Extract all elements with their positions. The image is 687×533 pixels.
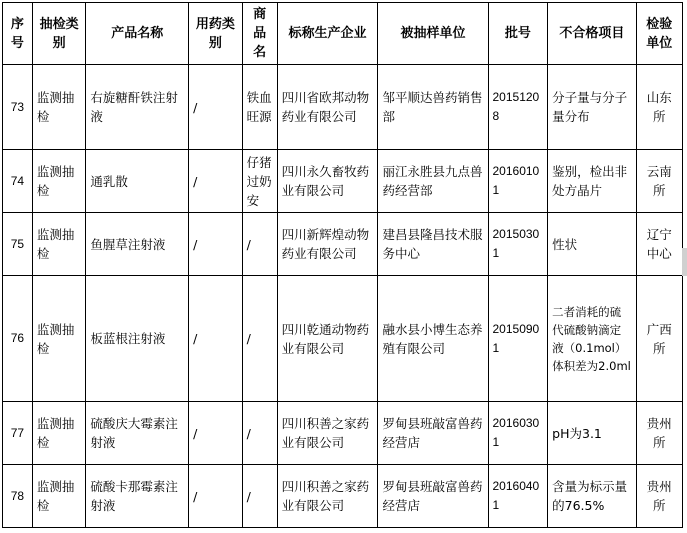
header-maker: 标称生产企业 [277, 3, 378, 65]
cell-trade: 仔猪过奶安 [242, 150, 277, 213]
cell-trade: / [242, 276, 277, 402]
cell-lab: 辽宁中心 [636, 213, 682, 276]
cell-seq: 78 [3, 465, 33, 528]
header-trade: 商品名 [242, 3, 277, 65]
cell-sampled: 融水县小博生态养殖有限公司 [378, 276, 488, 402]
cell-maker: 四川新辉煌动物药业有限公司 [277, 213, 378, 276]
scrollbar-thumb[interactable] [682, 248, 687, 276]
cell-sampled: 丽江永胜县九点兽药经营部 [378, 150, 488, 213]
cell-usage: / [189, 150, 242, 213]
cell-sampled: 邹平顺达兽药销售部 [378, 65, 488, 150]
cell-type: 监测抽检 [32, 402, 85, 465]
header-lab: 检验单位 [636, 3, 682, 65]
cell-batch: 20160401 [488, 465, 548, 528]
cell-sampled: 罗甸县班敲富兽药经营店 [378, 465, 488, 528]
cell-product: 右旋糖酐铁注射液 [86, 65, 189, 150]
cell-lab: 贵州所 [636, 402, 682, 465]
table-row [3, 150, 683, 213]
cell-trade: / [242, 213, 277, 276]
cell-seq: 73 [3, 65, 33, 150]
cell-maker: 四川乾通动物药业有限公司 [277, 276, 378, 402]
cell-type: 监测抽检 [32, 213, 85, 276]
header-type: 抽检类别 [32, 3, 85, 65]
cell-seq: 75 [3, 213, 33, 276]
cell-trade: / [242, 465, 277, 528]
table-row [3, 465, 683, 528]
table-row [3, 402, 683, 465]
cell-batch: 20150301 [488, 213, 548, 276]
inspection-table [2, 2, 683, 528]
cell-trade: 铁血旺源 [242, 65, 277, 150]
cell-product: 板蓝根注射液 [86, 276, 189, 402]
header-product: 产品名称 [86, 3, 189, 65]
cell-type: 监测抽检 [32, 150, 85, 213]
header-defect: 不合格项目 [548, 3, 636, 65]
cell-maker: 四川积善之家药业有限公司 [277, 465, 378, 528]
cell-seq: 76 [3, 276, 33, 402]
cell-type: 监测抽检 [32, 65, 85, 150]
header-usage: 用药类别 [189, 3, 242, 65]
cell-seq: 74 [3, 150, 33, 213]
cell-product: 硫酸卡那霉素注射液 [86, 465, 189, 528]
cell-maker: 四川积善之家药业有限公司 [277, 402, 378, 465]
cell-usage: / [189, 65, 242, 150]
cell-lab: 山东所 [636, 65, 682, 150]
header-sampled: 被抽样单位 [378, 3, 488, 65]
cell-trade: / [242, 402, 277, 465]
cell-type: 监测抽检 [32, 465, 85, 528]
cell-batch: 20150901 [488, 276, 548, 402]
table-row [3, 213, 683, 276]
cell-maker: 四川省欧邦动物药业有限公司 [277, 65, 378, 150]
header-batch: 批号 [488, 3, 548, 65]
cell-seq: 77 [3, 402, 33, 465]
cell-defect: 二者消耗的硫代硫酸钠滴定液（0.1mol）体积差为2.0ml [548, 276, 636, 402]
cell-type: 监测抽检 [32, 276, 85, 402]
cell-usage: / [189, 213, 242, 276]
cell-lab: 云南所 [636, 150, 682, 213]
cell-sampled: 罗甸县班敲富兽药经营店 [378, 402, 488, 465]
cell-product: 鱼腥草注射液 [86, 213, 189, 276]
cell-lab: 贵州所 [636, 465, 682, 528]
cell-defect: 含量为标示量的76.5% [548, 465, 636, 528]
cell-batch: 20160301 [488, 402, 548, 465]
cell-usage: / [189, 402, 242, 465]
cell-sampled: 建昌县隆昌技术服务中心 [378, 213, 488, 276]
cell-defect: pH为3.1 [548, 402, 636, 465]
cell-usage: / [189, 276, 242, 402]
cell-batch: 20151208 [488, 65, 548, 150]
header-seq: 序号 [3, 3, 33, 65]
cell-batch: 20160101 [488, 150, 548, 213]
table-row [3, 65, 683, 150]
cell-product: 硫酸庆大霉素注射液 [86, 402, 189, 465]
cell-usage: / [189, 465, 242, 528]
cell-defect: 性状 [548, 213, 636, 276]
header-row [3, 3, 683, 65]
cell-defect: 分子量与分子量分布 [548, 65, 636, 150]
cell-product: 通乳散 [86, 150, 189, 213]
table-row [3, 276, 683, 402]
cell-maker: 四川永久畜牧药业有限公司 [277, 150, 378, 213]
cell-lab: 广西所 [636, 276, 682, 402]
cell-defect: 鉴别，检出非处方晶片 [548, 150, 636, 213]
